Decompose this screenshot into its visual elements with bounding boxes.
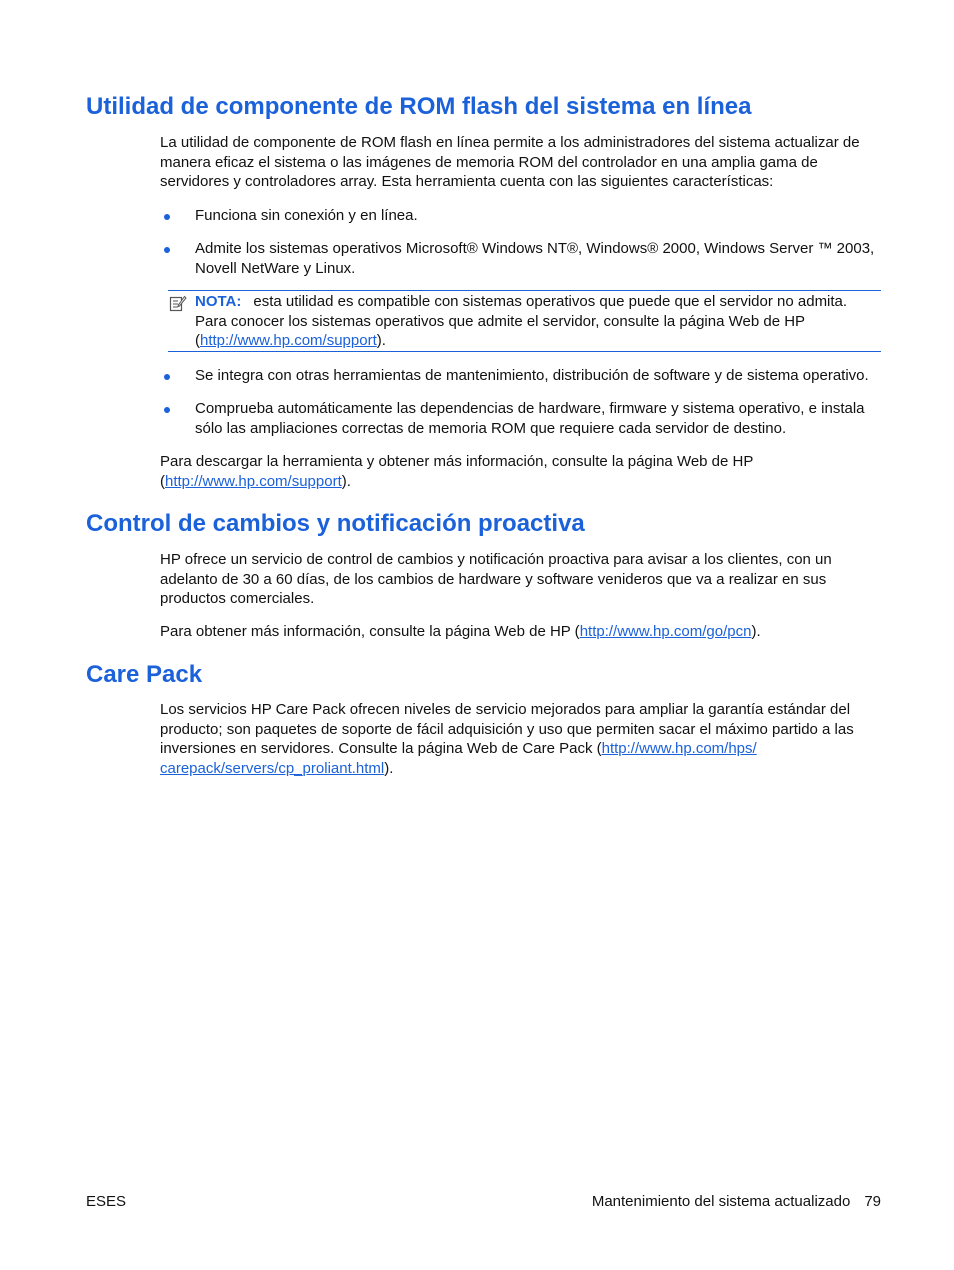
section-heading-change-control: Control de cambios y notificación proactiva: [86, 510, 585, 537]
download-close-paren: ).: [341, 472, 351, 490]
care-pack-close-paren: ).: [384, 759, 394, 777]
note-label: NOTA:: [195, 293, 242, 310]
list-item: [160, 239, 882, 278]
hp-support-link[interactable]: http://www.hp.com/support: [165, 472, 342, 490]
list-item: [160, 206, 882, 226]
list-item: [160, 366, 882, 386]
download-paragraph: [160, 452, 882, 491]
care-pack-text: Los servicios HP Care Pack ofrecen niveles de servicio mejorados para ampliar la garantía estándar del producto; son paquetes de soporte de fácil adquisición y uso que permiten sacar el máximo partido a las inversiones en servidores. Consulte la página Web de Care Pack (: [160, 701, 854, 757]
footer-locale: ESES: [86, 1193, 127, 1210]
note-body: esta utilidad es compatible con sistemas operativos que puede que el servidor no admita. Para conocer los sistemas operativos que admite el servidor, consulte la página Web de HP (: [195, 293, 848, 349]
change-control-paragraph: HP ofrece un servicio de control de cambios y notificación proactiva para avisar a los clientes, con un adelanto de 30 a 60 días, de los cambios de hardware y software venideros que va a realizar en sus productos comerciales.: [160, 551, 832, 607]
note-close-paren: ).: [376, 332, 386, 349]
hp-support-link[interactable]: http://www.hp.com/support: [200, 332, 377, 349]
footer-chapter-title: Mantenimiento del sistema actualizado: [591, 1193, 851, 1210]
care-pack-paragraph: [160, 700, 882, 778]
section-heading-care-pack: Care Pack: [86, 661, 203, 688]
page-number: 79: [864, 1193, 881, 1210]
list-item-text: Comprueba automáticamente las dependencias de hardware, firmware y sistema operativo, e instala sólo las ampliaciones correctas de memoria ROM que requiere cada servidor de destino.: [195, 400, 865, 437]
section-heading-rom-flash: Utilidad de componente de ROM flash del sistema en línea: [86, 93, 752, 120]
note-pencil-icon: [169, 295, 187, 313]
footer-chapter: [592, 1192, 881, 1212]
list-item-text: Funciona sin conexión y en línea.: [195, 207, 418, 224]
bullet-icon: [164, 407, 170, 413]
list-item-text: Se integra con otras herramientas de mantenimiento, distribución de software y de sistema operativo.: [195, 367, 869, 384]
rom-flash-intro: La utilidad de componente de ROM flash en línea permite a los administradores del sistema actualizar de manera eficaz el sistema o las imágenes de memoria ROM del controlador en una amplia gama de servidores y controladores array. Esta herramienta cuenta con las siguientes características:: [160, 134, 860, 190]
note-box: [168, 290, 881, 352]
bullet-icon: [164, 247, 170, 253]
list-item-text: Admite los sistemas operativos Microsoft® Windows NT®, Windows® 2000, Windows Server ™ 2003, Novell NetWare y Linux.: [195, 240, 875, 277]
download-text: Para descargar la herramienta y obtener más información, consulte la página Web de HP (: [160, 453, 754, 490]
pcn-close-paren: ).: [751, 623, 761, 640]
list-item: [160, 399, 882, 438]
pcn-info-text: Para obtener más información, consulte la página Web de HP (: [160, 623, 580, 640]
care-pack-link-part1: http://www.hp.com/hps/: [601, 740, 757, 757]
bullet-icon: [164, 374, 170, 380]
hp-pcn-link[interactable]: http://www.hp.com/go/pcn: [579, 623, 752, 640]
care-pack-link-part2: carepack/servers/cp_proliant.html: [160, 759, 385, 777]
pcn-info-paragraph: [160, 622, 882, 642]
bullet-icon: [164, 214, 170, 220]
note-text: [195, 292, 881, 351]
